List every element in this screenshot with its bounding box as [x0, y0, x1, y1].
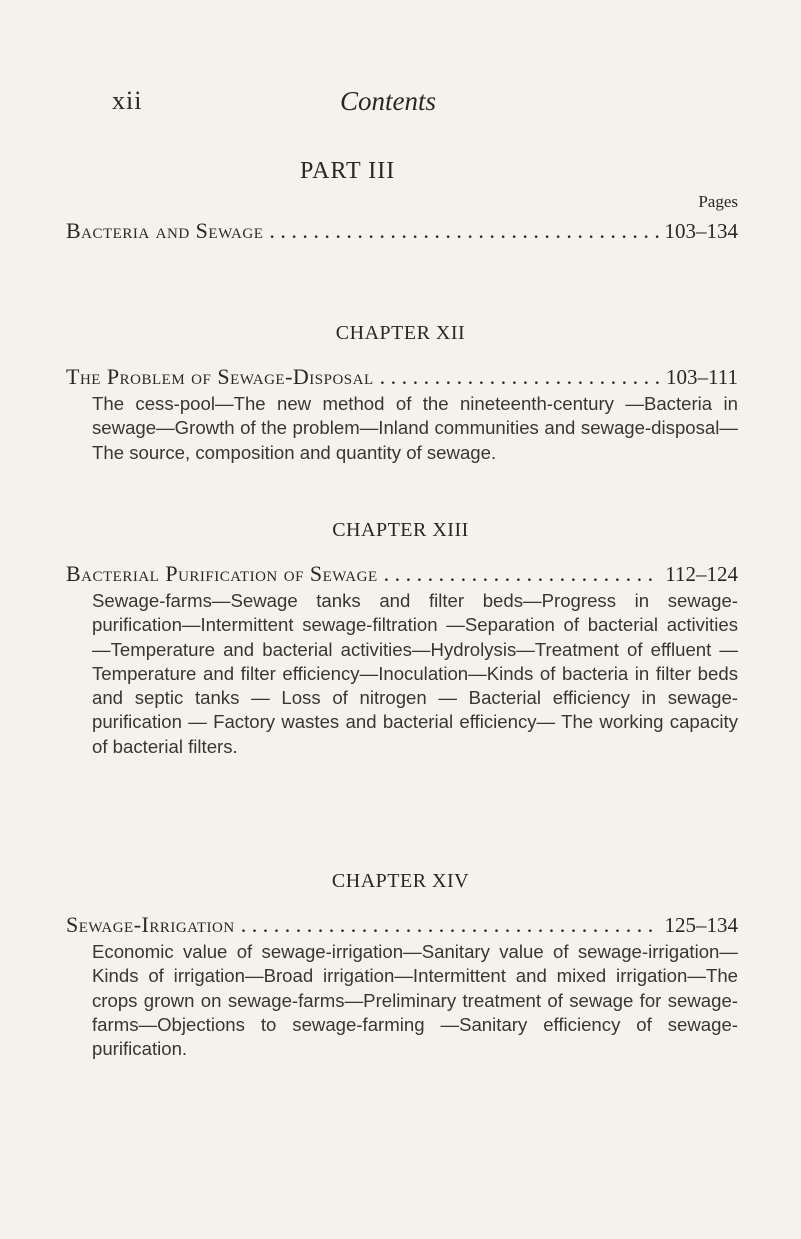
toc-entry-title: Sewage-Irrigation — [66, 912, 235, 937]
page-number: xii — [112, 86, 143, 115]
running-head — [0, 86, 801, 126]
toc-entry-pages: 103–111 — [666, 365, 738, 389]
toc-entry-chapter — [66, 912, 738, 938]
dot-leader — [269, 218, 658, 244]
toc-entry-title: The Problem of Sewage-Disposal — [66, 364, 374, 389]
toc-entry-chapter — [66, 561, 738, 587]
pages-column-label: Pages — [698, 192, 738, 211]
chapter-summary: Sewage-farms—Sewage tanks and filter beds—Progress in sewage-purification—Intermittent sewage-filtration —Separation of bacterial activities—Temperature and bacterial activities—Hydrolysis—Treatment of effluent —Temperature and filter efficiency—Inoculation—Kinds of bacteria in filter beds and septic tanks — Loss of nitrogen — Bacterial efficiency in sewage-purification — Factory wastes and bacterial efficiency— The working capacity of bacterial filters. — [92, 590, 738, 757]
chapter-heading: CHAPTER XIII — [332, 519, 469, 541]
toc-entry-pages: 103–134 — [664, 219, 738, 243]
chapter-summary: The cess-pool—The new method of the nineteenth-century —Bacteria in sewage—Growth of the problem—Inland communities and sewage-disposal—The source, composition and quantity of sewage. — [92, 393, 738, 463]
chapter-heading: CHAPTER XII — [335, 322, 466, 344]
chapter-heading: CHAPTER XIV — [331, 870, 470, 892]
dot-leader — [241, 912, 659, 938]
toc-entry-pages: 112–124 — [665, 562, 738, 586]
toc-entry-chapter — [66, 364, 738, 390]
part-title: PART III — [300, 158, 396, 184]
toc-entry-title: Bacteria and Sewage — [66, 218, 264, 243]
toc-entry-pages: 125–134 — [664, 913, 738, 937]
running-title: Contents — [340, 86, 437, 116]
chapter-summary: Economic value of sewage-irrigation—Sanitary value of sewage-irrigation—Kinds of irrigation—Broad irrigation—Intermittent and mixed irrigation—The crops grown on sewage-farms—Preliminary treatment of sewage for sewage-farms—Objections to sewage-farming —Sanitary efficiency of sewage-purification. — [92, 941, 738, 1060]
dot-leader — [384, 561, 660, 587]
toc-entry-part — [66, 218, 738, 244]
toc-entry-title: Bacterial Purification of Sewage — [66, 561, 378, 586]
dot-leader — [380, 364, 660, 390]
